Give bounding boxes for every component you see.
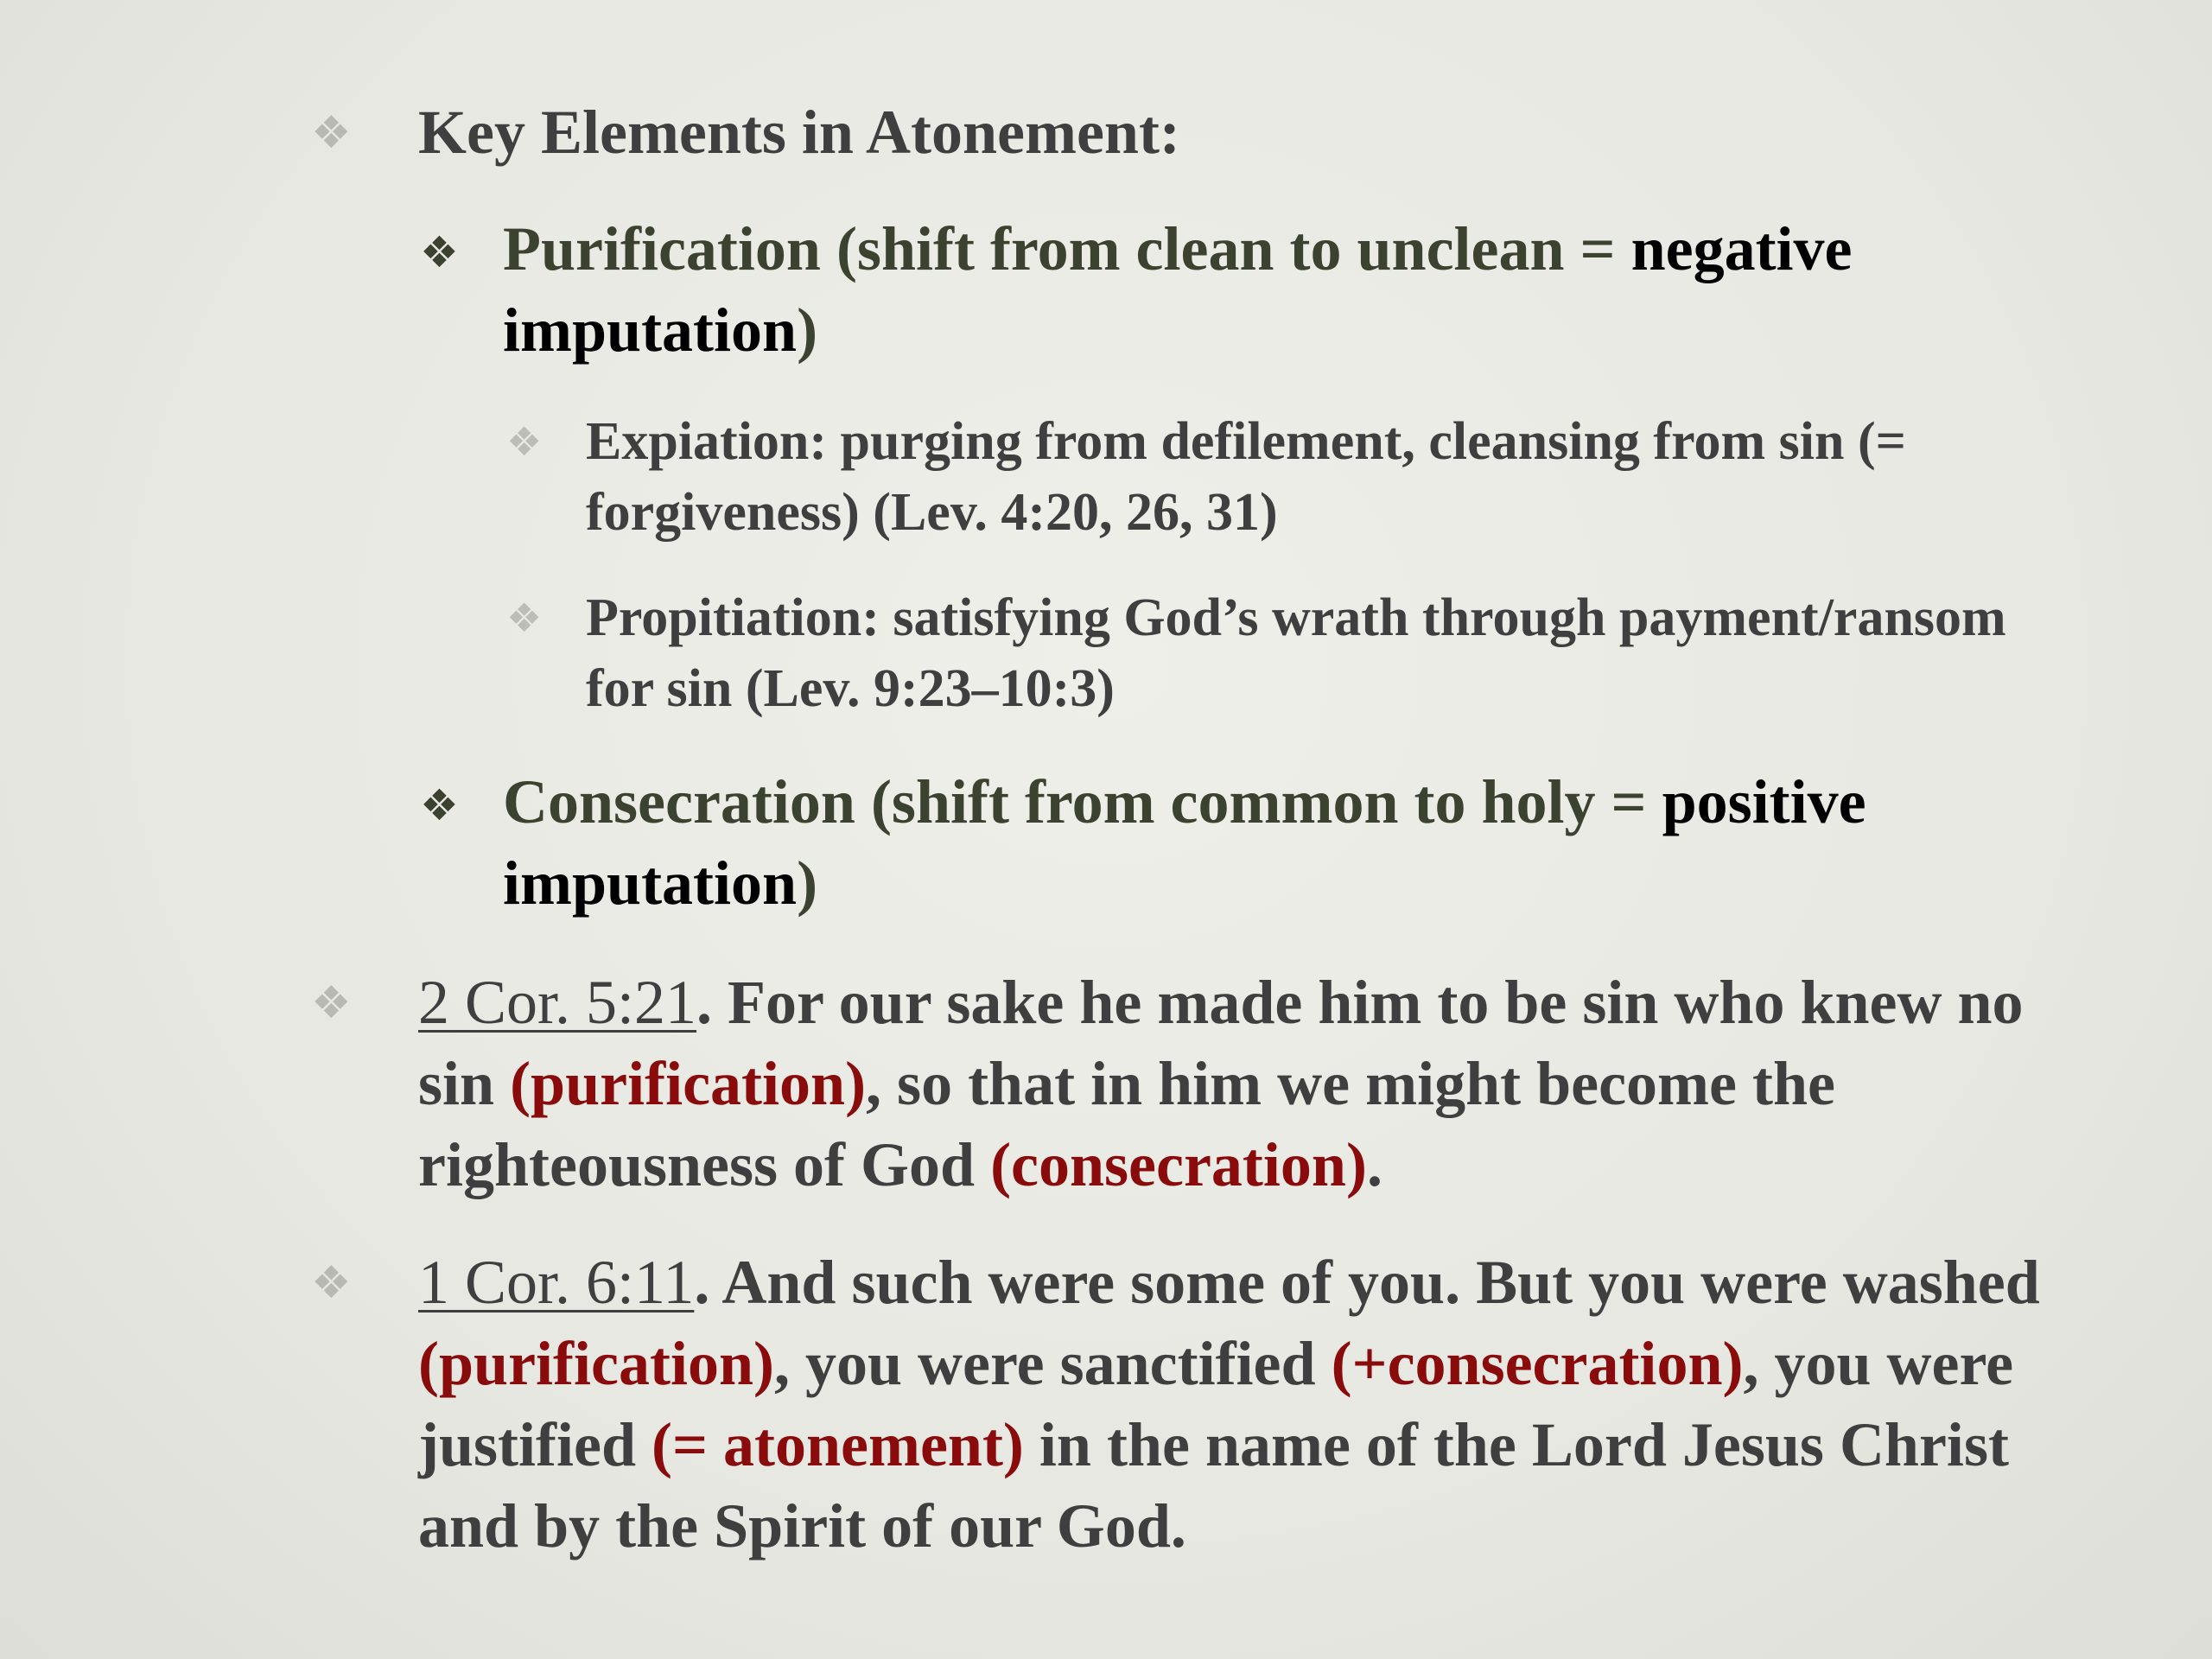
negative-imputation-emphasis: negative imputation — [503, 214, 1853, 365]
bullet-consecration — [420, 761, 2058, 924]
expiation-text: Expiation: purging from defilement, cleansing from sin (= forgiveness) (Lev. 4:20, 26, 31) — [586, 412, 1906, 542]
diamond-bullet-icon: ❖ — [506, 594, 543, 641]
bullet-2-cor-5-21 — [311, 962, 2043, 1205]
purification-text: Purification (shift from clean to unclean = negative imputation) — [503, 214, 1853, 365]
positive-imputation-emphasis: positive imputation — [503, 767, 1866, 918]
bullet-propitiation — [506, 582, 2037, 724]
propitiation-text: Propitiation: satisfying God’s wrath through payment/ransom for sin (Lev. 9:23–10:3) — [586, 588, 2006, 718]
diamond-bullet-icon: ❖ — [311, 1257, 352, 1309]
scripture-reference-link[interactable]: 2 Cor. 5:21 — [418, 968, 697, 1037]
bullet-purification — [420, 208, 2058, 371]
2-cor-5-21-text: 2 Cor. 5:21. For our sake he made him to be sin who knew no sin (purification), so that in him we might become the righteousness of God (consecration). — [418, 968, 2024, 1199]
bullet-1-cor-6-11 — [311, 1242, 2043, 1567]
bullet-expiation — [506, 406, 2037, 548]
diamond-bullet-icon: ❖ — [506, 418, 543, 465]
consecration-text: Consecration (shift from common to holy = positive imputation) — [503, 767, 1866, 918]
purification-annotation: (purification) — [510, 1049, 867, 1118]
purification-annotation: (purification) — [418, 1329, 774, 1398]
bullet-key-elements — [311, 92, 2043, 173]
diamond-bullet-icon: ❖ — [420, 227, 459, 277]
consecration-annotation: (+consecration) — [1331, 1329, 1744, 1398]
atonement-annotation: (= atonement) — [652, 1410, 1024, 1479]
diamond-bullet-icon: ❖ — [311, 977, 352, 1029]
1-cor-6-11-text: 1 Cor. 6:11. And such were some of you. But you were washed (purification), you were sanctified (+consecration), you were justified (= atonement) in the name of the Lord Jesus Christ and by the Spirit of our God. — [418, 1248, 2040, 1560]
diamond-bullet-icon: ❖ — [420, 780, 459, 830]
consecration-annotation: (consecration) — [990, 1130, 1367, 1199]
scripture-reference-link[interactable]: 1 Cor. 6:11 — [418, 1248, 695, 1317]
diamond-bullet-icon: ❖ — [311, 107, 352, 159]
key-elements-heading: Key Elements in Atonement: — [418, 98, 1180, 167]
